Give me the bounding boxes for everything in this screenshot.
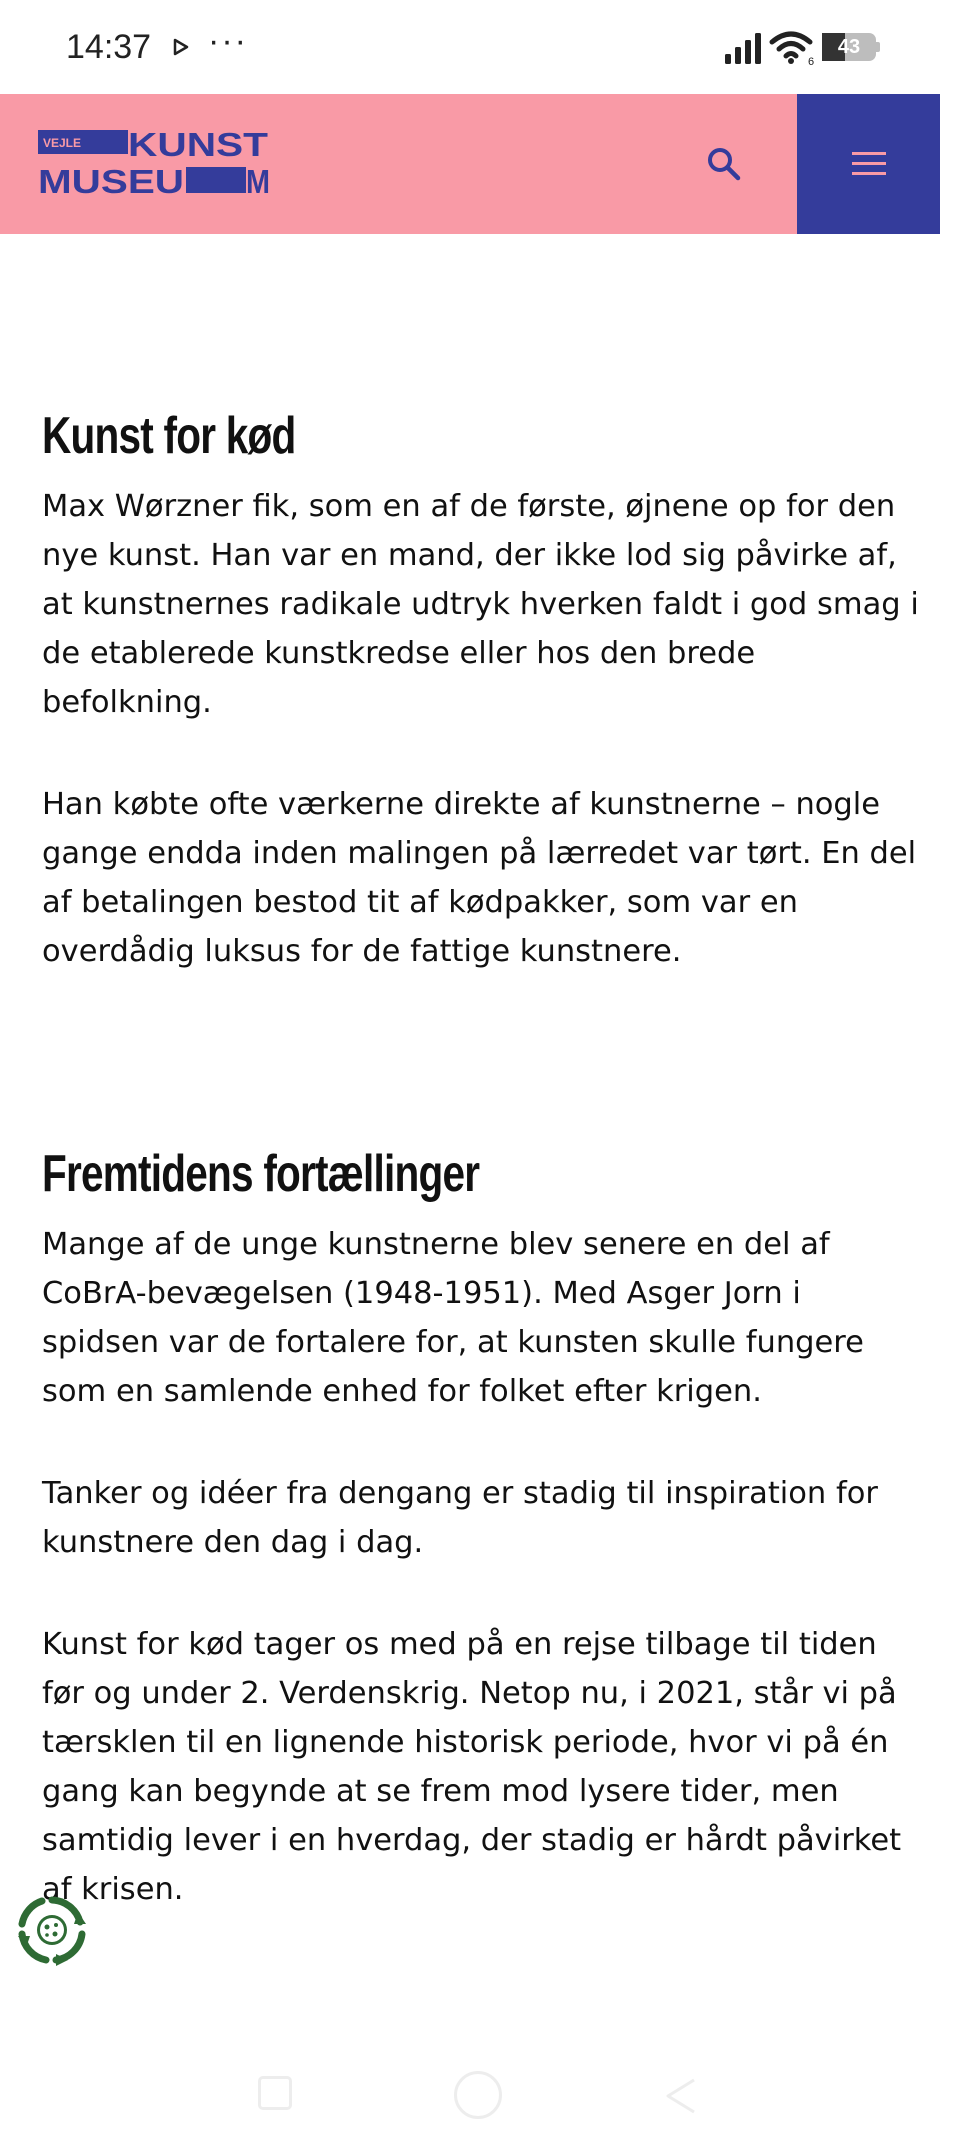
search-icon [706,146,742,182]
battery-icon [822,33,880,61]
svg-text:M: M [246,163,270,200]
system-nav-bar [0,2040,960,2133]
paragraph: Kunst for kød tager os med på en rejse tilbage til tiden før og under 2. Verdenskrig. Netop nu, i 2021, står vi på tærsklen til en lignende historisk periode, hvor vi på én gang kan begynde at se frem mod lysere tider, men samtidig lever i en hverdag, der stadig er hårdt påvirket af krisen. [42,1627,902,1907]
section-title: Kunst for kød [42,407,296,465]
status-time: 14:37 [66,28,152,66]
wifi-icon [770,30,816,66]
article-content [42,400,922,1914]
paragraph: Max Wørzner fik, som en af de første, øjnene op for den nye kunst. Han var en mand, der ikke lod sig påvirke af, at kunstnernes radikale udtryk hverken faldt i god smag i de etablerede kunstkredse eller hos den brede befolkning. [42,489,919,720]
search-button[interactable] [700,140,748,188]
svg-text:MUSEU: MUSEU [38,163,184,200]
battery-level: 43 [837,36,861,58]
section-fremtidens-fortaellinger [42,1138,922,1914]
paragraph: Han købte ofte værkerne direkte af kunstnerne – nogle gange endda inden malingen på lærredet var tørt. En del af betalingen bestod tit af kødpakker, som var en overdådig luksus for de fattige kunstnere. [42,787,917,969]
section-kunst-for-kod [42,400,922,976]
status-bar [0,0,960,94]
paragraph: Mange af de unge kunstnerne blev senere en del af CoBrA-bevægelsen (1948-1951). Med Asger Jorn i spidsen var de fortalere for, at kunsten skulle fungere som en samlende enhed for folket efter krigen. [42,1227,864,1409]
svg-text:6: 6 [808,56,815,68]
home-icon[interactable] [454,2071,502,2119]
back-icon[interactable] [660,2074,700,2114]
logo-small-text: VEJLE [43,136,82,150]
cookie-settings-icon [16,1894,88,1966]
signal-icon [724,32,764,64]
cookie-settings-button[interactable] [16,1894,88,1966]
menu-icon [851,150,887,178]
play-icon [172,38,190,56]
vejle-kunstmuseum-logo[interactable] [38,126,270,200]
menu-button[interactable] [797,94,940,234]
section-title: Fremtidens fortællinger [42,1145,480,1203]
recent-apps-icon[interactable] [258,2076,292,2110]
svg-text:KUNST: KUNST [128,126,268,163]
status-overflow-dots: ··· [208,22,248,60]
paragraph: Tanker og idéer fra dengang er stadig til inspiration for kunstnere den dag i dag. [42,1476,878,1560]
